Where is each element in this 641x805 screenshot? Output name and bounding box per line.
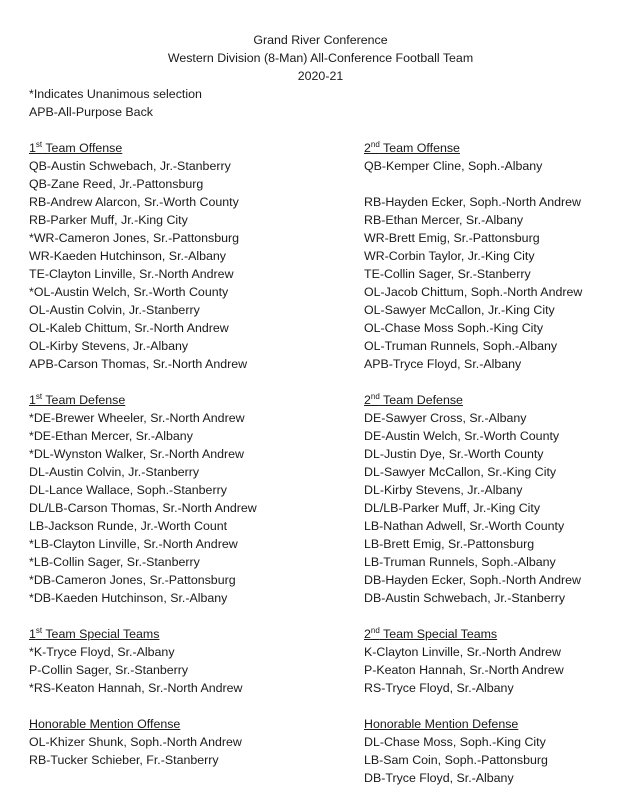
player-entry: RB-Hayden Ecker, Soph.-North Andrew <box>364 195 581 209</box>
player-entry: QB-Kemper Cline, Soph.-Albany <box>364 159 543 173</box>
player-entry: DL/LB-Carson Thomas, Sr.-North Andrew <box>29 501 257 515</box>
section-1st-team-offense <box>29 139 257 373</box>
player-entry: *DL-Wynston Walker, Sr.-North Andrew <box>29 447 244 461</box>
player-entry: DL/LB-Parker Muff, Jr.-King City <box>364 501 541 515</box>
player-entry: P-Keaton Hannah, Sr.-North Andrew <box>364 663 564 677</box>
left-column <box>29 139 257 787</box>
section-1st-team-defense <box>29 391 257 607</box>
heading-ordinal-suffix: nd <box>370 392 380 401</box>
document-header <box>0 31 641 85</box>
player-entry: OL-Kirby Stevens, Jr.-Albany <box>29 339 189 353</box>
player-entry: OL-Truman Runnels, Soph.-Albany <box>364 339 558 353</box>
heading-ordinal-suffix: nd <box>370 140 380 149</box>
note-apb: APB-All-Purpose Back <box>29 105 153 119</box>
section-honorable-mention-offense <box>29 715 257 769</box>
player-entry: LB-Nathan Adwell, Sr.-Worth County <box>364 519 565 533</box>
team-title: Western Division (8-Man) All-Conference Football Team <box>167 51 474 65</box>
section-heading <box>364 625 582 643</box>
player-entry: *DE-Brewer Wheeler, Sr.-North Andrew <box>29 411 245 425</box>
player-entry: OL-Kaleb Chittum, Sr.-North Andrew <box>29 321 229 335</box>
heading-title: Team Offense <box>379 141 460 155</box>
heading-ordinal: 1 <box>29 141 36 155</box>
section-2nd-team-defense <box>364 391 582 607</box>
heading-title: Team Special Teams <box>42 627 160 641</box>
heading-ordinal: 1 <box>29 627 36 641</box>
section-2nd-team-offense <box>364 139 582 373</box>
heading-title: Team Offense <box>42 141 123 155</box>
player-entry: WR-Corbin Taylor, Jr.-King City <box>364 249 535 263</box>
section-heading <box>364 715 582 733</box>
player-entry: DL-Lance Wallace, Soph.-Stanberry <box>29 483 227 497</box>
player-entry: LB-Jackson Runde, Jr.-Worth Count <box>29 519 228 533</box>
player-entry: *LB-Collin Sager, Sr.-Stanberry <box>29 555 200 569</box>
player-entry: QB-Zane Reed, Jr.-Pattonsburg <box>29 177 204 191</box>
player-entry: WR-Kaeden Hutchinson, Sr.-Albany <box>29 249 226 263</box>
player-entry: OL-Austin Colvin, Jr.-Stanberry <box>29 303 200 317</box>
player-entry: DE-Sawyer Cross, Sr.-Albany <box>364 411 527 425</box>
player-entry: WR-Brett Emig, Sr.-Pattonsburg <box>364 231 540 245</box>
heading-title: Team Defense <box>379 393 463 407</box>
heading-ordinal-suffix: st <box>35 626 43 635</box>
player-entry: *DB-Kaeden Hutchinson, Sr.-Albany <box>29 591 228 605</box>
player-entry: RB-Andrew Alarcon, Sr.-Worth County <box>29 195 239 209</box>
conference-name: Grand River Conference <box>253 33 388 47</box>
player-entry: LB-Brett Emig, Sr.-Pattonsburg <box>364 537 535 551</box>
heading-title: Team Special Teams <box>379 627 498 641</box>
player-entry: LB-Sam Coin, Soph.-Pattonsburg <box>364 753 548 767</box>
player-entry: LB-Truman Runnels, Soph.-Albany <box>364 555 556 569</box>
player-entry: *K-Tryce Floyd, Sr.-Albany <box>29 645 175 659</box>
player-entry: P-Collin Sager, Sr.-Stanberry <box>29 663 189 677</box>
player-entry: OL-Chase Moss Soph.-King City <box>364 321 544 335</box>
player-entry: *WR-Cameron Jones, Sr.-Pattonsburg <box>29 231 240 245</box>
player-entry: RS-Tryce Floyd, Sr.-Albany <box>364 681 514 695</box>
season-label: 2020-21 <box>297 69 344 83</box>
section-heading <box>29 625 257 643</box>
heading-ordinal: 2 <box>364 141 371 155</box>
blank-line <box>364 175 582 193</box>
player-entry: OL-Jacob Chittum, Soph.-North Andrew <box>364 285 583 299</box>
player-entry: *DB-Cameron Jones, Sr.-Pattonsburg <box>29 573 236 587</box>
note-unanimous: *Indicates Unanimous selection <box>29 87 202 101</box>
player-entry: RB-Parker Muff, Jr.-King City <box>29 213 188 227</box>
player-entry: TE-Clayton Linville, Sr.-North Andrew <box>29 267 234 281</box>
player-entry: APB-Tryce Floyd, Sr.-Albany <box>364 357 522 371</box>
player-entry: OL-Sawyer McCallon, Jr.-King City <box>364 303 555 317</box>
heading-ordinal-suffix: nd <box>370 626 380 635</box>
heading-title: Team Defense <box>42 393 126 407</box>
section-heading <box>29 715 257 733</box>
player-entry: RB-Tucker Schieber, Fr.-Stanberry <box>29 753 219 767</box>
heading-ordinal: 2 <box>364 627 371 641</box>
player-entry: RB-Ethan Mercer, Sr.-Albany <box>364 213 524 227</box>
right-column <box>364 139 582 805</box>
section-heading <box>29 391 257 409</box>
player-entry: DL-Sawyer McCallon, Sr.-King City <box>364 465 557 479</box>
player-entry: APB-Carson Thomas, Sr.-North Andrew <box>29 357 248 371</box>
legend-notes <box>29 85 202 121</box>
section-honorable-mention-defense <box>364 715 582 787</box>
section-heading <box>29 139 257 157</box>
section-heading <box>364 391 582 409</box>
player-entry: *OL-Austin Welch, Sr.-Worth County <box>29 285 229 299</box>
player-entry: K-Clayton Linville, Sr.-North Andrew <box>364 645 561 659</box>
player-entry: DL-Austin Colvin, Jr.-Stanberry <box>29 465 200 479</box>
heading-title: Honorable Mention Offense <box>29 717 181 731</box>
heading-title: Honorable Mention Defense <box>364 717 519 731</box>
section-2nd-team-special-teams <box>364 625 582 697</box>
player-entry: *DE-Ethan Mercer, Sr.-Albany <box>29 429 193 443</box>
player-entry: DE-Austin Welch, Sr.-Worth County <box>364 429 560 443</box>
heading-ordinal: 1 <box>29 393 36 407</box>
player-entry: DL-Justin Dye, Sr.-Worth County <box>364 447 544 461</box>
heading-ordinal-suffix: st <box>35 392 43 401</box>
player-entry: OL-Khizer Shunk, Soph.-North Andrew <box>29 735 242 749</box>
player-entry: DB-Austin Schwebach, Jr.-Stanberry <box>364 591 566 605</box>
player-entry: DB-Hayden Ecker, Soph.-North Andrew <box>364 573 581 587</box>
player-entry: *LB-Clayton Linville, Sr.-North Andrew <box>29 537 238 551</box>
section-1st-team-special-teams <box>29 625 257 697</box>
player-entry: QB-Austin Schwebach, Jr.-Stanberry <box>29 159 231 173</box>
heading-ordinal-suffix: st <box>35 140 43 149</box>
section-heading <box>364 139 582 157</box>
player-entry: DB-Tryce Floyd, Sr.-Albany <box>364 771 514 785</box>
player-entry: DL-Chase Moss, Soph.-King City <box>364 735 546 749</box>
heading-ordinal: 2 <box>364 393 371 407</box>
player-entry: TE-Collin Sager, Sr.-Stanberry <box>364 267 531 281</box>
player-entry: *RS-Keaton Hannah, Sr.-North Andrew <box>29 681 243 695</box>
player-entry: DL-Kirby Stevens, Jr.-Albany <box>364 483 523 497</box>
